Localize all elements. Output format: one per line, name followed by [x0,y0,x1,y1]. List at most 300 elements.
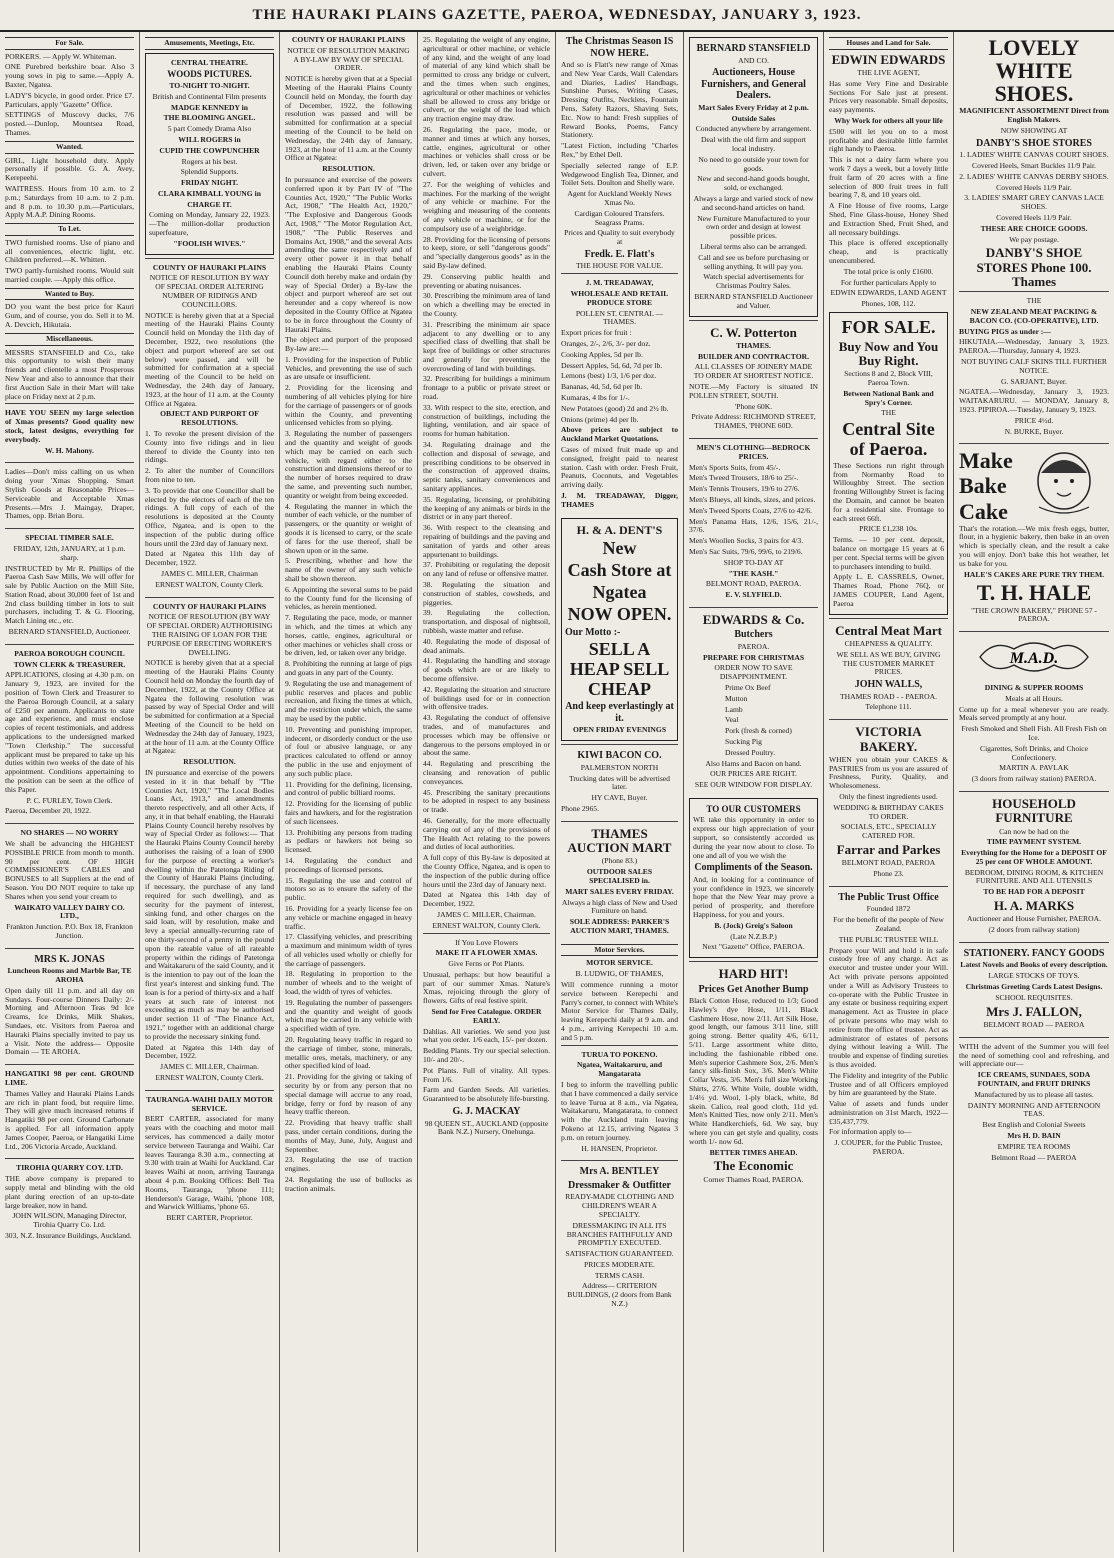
ad-heading: NEW ZEALAND MEAT PACKING & BACON CO. (CO-OPERATIVE), LTD. [969,307,1099,325]
ad-name: The Economic [713,1158,794,1174]
ad-note: Why Work for others all your life [834,115,943,125]
ad-body: APPLICATIONS, closing at 4.30 p.m. on January 9, 1923, are invited for the position of Town Clerk and Treasurer to the Paeroa Borough Council, at a salary of £250 per annum. Applicants to state age and experience, and must enclose copies of recent testimonials, and address applications to the undersigned marked "Town Clerkship." The successful applicant must be prepared to take up his duties within two weeks of the date of his appointment. Conditions appertaining to the position can be seen at the office of this Paper. [5,670,134,794]
ad-body: Specially selected range of E.P. Wedgewood English Tea, Dinner, and Toilet Sets. Doulton and Shelly ware. [561,160,678,188]
ad-body: Trucking dates will be advertised later. [569,773,670,792]
ad-body: WE take this opportunity in order to express our high appreciation of your support, so consistently accorded us during the year now about to close. To one and all of you we wish the [693,815,814,860]
bylaw-item: 38. Regulating the situation and construction of stables, cowsheds, and piggeries. [423,580,550,607]
ad-body: Black Cotton Hose, reduced to 1/3; Good Hawley's dye Hose, 1/11, Black Cashmere Hose, now 2/11. Art Silk Hose, good length, our famous 3/11 line, still going strong. Better quality 4/6, 6/11, 5/11. Large assortment white ditto, including the fashionable ribbed one. Men's superior Cashmere Sox, 2/6. Men's fancy silk-finish Sox, 3/6. Men's White Collar Vests, 3/6. Men's full size Working Shirts, 27/6. White Voile, double width, 1/4½ yd. Wool, 1-ply black, white, 8d skein. Calico, real good cloth, 11d yd. Men's Knitted Ties, now only 2/11. Men's White Handkerchiefs, 6d. We say, buy where you can get style and quality, costs worth 1/- now 6d. [689,996,818,1146]
ad-body: Has some Very Fine and Desirable Sections For Sale just at present. Prices very reasonable. Small deposits, easy payments. [829,78,948,115]
ad-subheading: BUYING PIGS as under :— [959,326,1051,336]
ad-subheading: Meals at all Hours. [1005,693,1063,703]
bylaw-item: 3. Regulating the number of passengers and the quantity and weight of goods which may be carried on each such vehicle, with regard either to the construction and dimensions thereof or to the number of horses required to draw the same, and preventing such number, quantity or weight from being exceeded. [285,429,412,500]
bylaw-item: 40. Regulating the mode of disposal of dead animals. [423,636,550,655]
ad-signature: BERNARD STANSFIELD Auctioneer and Valuer. [694,291,813,310]
ad-body: WHEN you obtain your CAKES & PASTRIES from us you are assured of Freshness, Purity, Quality, and Wholesomeness. [829,754,948,791]
ad-heading: DINING & SUPPER ROOMS [984,682,1084,692]
ad-heading: MRS K. JONAS [34,953,105,965]
ad-body: TERMS CASH. [594,1270,645,1280]
ad-body: Cardigan Coloured Transfers. Seagrass Prams. [574,208,665,227]
ad-note: BETTER TIMES AHEAD. [709,1147,798,1157]
ad-signature: Apply L. E. CASSRELS, Owner, Thames Road, Phone 76Q, or JAMES COUPER, Land Agent, Paeroa [833,572,944,608]
ad-heading: HARD HIT! [718,966,789,982]
ad-heading: TAURANGA-WAIHI DAILY MOTOR SERVICE. [146,1094,273,1113]
ad-lead: If You Love Flowers [455,937,518,947]
price-item: Lemons (best) 1/3, 1/6 per doz. [561,371,657,381]
notice-date: Dated at Ngatea this 14th day of December, 1922. [423,890,550,909]
column-shoes [954,32,1114,1552]
notice-body: In pursuance and exercise of the powers conferred upon it by Part IV of "The Counties Act, 1920," "The Public Works Act, 1908," "The Health Act, 1920," "The Explosive and Dangerous Goods Act, 1908," "The Motor Regulation Act, 1908," "The Public Reserves and Domains Act, 1908," and the several Acts amending the same respectively and of every other power it in that behalf enabling the Hauraki Plains County Council doth hereby make and ordain (by way of Special Order) a By-law the object and purport whereof are set out hereunder and a copy whereof is now deposited in the County Office at Ngatea to be in force throughout the County of Hauraki Plains. [285,174,412,334]
ad-body: MART SALES EVERY FRIDAY. [565,886,674,896]
ad-body: WE SELL AS WE BUY, GIVING THE CUSTOMER MARKET PRICES. [836,649,941,677]
ad-body: Everything for the Home for a DEPOSIT OF 25 per cent OF WHOLE AMOUNT. [961,848,1107,866]
bylaw-item: 29. Conserving public health and preventing or abating nuisances. [423,271,550,290]
ad-subheading: CHEAPNESS & QUALITY. [844,638,933,648]
product-item: Lamb [725,704,743,714]
ad-heading: Mrs A. BENTLEY [579,1166,660,1178]
ad-address: POLLEN ST. CENTRAL — THAMES. [575,308,664,327]
bylaw-item: 13. Prohibiting any persons from trading as pedlars or hawkers not being so licensed. [285,827,412,855]
price-item: Kumaras, 4 lbs for 1/-. [561,393,630,402]
notice-body: The object and purport of the proposed By-law are:— [285,335,412,354]
column-amusements [140,32,280,1552]
ad-title: Auctioneers, House Furnishers, and General Dealers. [701,67,806,102]
bylaw-item: 28. Providing for the licensing of persons to keep, store, or sell "dangerous goods" and "specially dangerous goods" as in the said By-law defined. [423,234,550,270]
ad-subheading: TOWN CLERK & TREASURER. [13,659,126,669]
product-item: Mutton [725,693,748,703]
section-motor-services: Motor Services. [561,944,678,957]
ad-tagline: THE HOUSE FOR VALUE. [575,261,664,271]
bylaw-item: 16. Providing for a yearly license fee on any vehicle or machine engaged in heavy traffic. [285,903,412,931]
classified-ad: MESSRS STANSFIELD and Co., take this opportunity to wish their many friends and clientelle a most Prosperous New Year and also to announce that their first Auction Sale in their Mart will take place on Friday next at 2 p.m. [5,347,134,401]
ad-body: Unusual, perhaps: but how beautiful a part of our summer Xmas. Nature's Xmas, rejoicing through the glory of flowers. Gifts of real festive spirit. [423,969,550,1006]
ad-signature: MARTIN A. PAVLAK [999,763,1069,773]
ad-subheading: Ngatea, Waitakaruru, and Mangatarata [576,1060,663,1079]
bylaw-item: 32. Prescribing for buildings a minimum frontage to a public or private street or road. [423,374,550,402]
ad-subheading: PALMERSTON NORTH [580,762,659,772]
ad-heading: FOR SALE. [841,316,936,337]
ad-body: LARGE STOCKS OF TOYS. [988,971,1080,981]
ad-body: WEDDING & BIRTHDAY CAKES TO ORDER. [833,802,944,821]
ad-signature: H. HANSEN, Proprietor. [581,1143,658,1153]
bylaw-item: 6. Appointing the several sums to be paid to the County fund for the licensing of vehicles, as herein mentioned. [285,584,412,612]
ad-heading: Cake [959,498,1008,524]
classified-ad: Ladies—Don't miss calling on us when doing your 'Xmas Shopping. Smart Stylish Goods at Reasonable Prices—Serviceable and Acceptable Xmas Presents.—Mrs J. Maingay, Draper, Thames, opp. Brian Boru. [5,467,134,521]
column-stansfield [684,32,824,1552]
ad-phone: Telephone 111. [865,702,912,712]
ad-body: New and second-hand goods bought, sold, or exchanged. [697,174,810,193]
ad-body: THE [881,408,896,418]
ad-address: Next "Gazette" Office, PAEROA. [702,942,805,952]
ad-body: Watch special advertisements for Christmas Poultry Sales. [703,272,804,291]
ad-phone: 'Phone 60K. [734,401,773,411]
ad-body: ORDER NOW TO SAVE DISAPPOINTMENT. [714,663,793,682]
price-item: Men's Tweed Sports Coats, 27/6 to 42/6. [689,505,813,515]
ad-heading: HANGATIKI 98 per cent. GROUND LIME. [5,1069,134,1088]
bylaw-item: 14. Regulating the conduct and proceedings of licensed persons. [285,855,412,874]
bylaw-item: 22. Providing that heavy traffic shall pass, under certain conditions, during the months of May, June, July, August and September. [285,1118,412,1154]
ad-note: TO BE HAD FOR A DEPOSIT [983,887,1085,897]
ad-body: Cases of mixed fruit made up and consigned, freight paid to nearest station. Cash with order. Fresh Fruit, Peanuts, Coconuts, and Vegetables arriving daily. [561,444,678,490]
ad-signature: J. M. TREADAWAY, Digger, THAMES [561,490,678,509]
notice-item: 2. To alter the number of Councillors from nine to ten. [145,466,274,484]
bylaw-item: 21. Providing for the giving or taking of security by or from any person that no special damage will accrue to any road, bridge, ferry or ford by reason of any heavy traffic thereon. [285,1072,412,1117]
ad-subheading: THAMES. [736,340,771,350]
notice-body: IN pursuance and exercise of the powers vested in it in that behalf by "The Counties Act, 1920," "The Local Bodies Loans Act, 1913," and amendments thereto respectively, and all other Acts, if any, it in that behalf enabling, the Hauraki Plains County Council hereby resolves by way of Special Order as follows:— That the Hauraki Plains County Council hereby authorises the raising of a loan of £900 for the purpose of erecting a worker's dwelling within the Patetonga Riding of the County of Hauraki Plains (including, if necessary, the purchase of any land required for such dwelling), and as security for the payment of interest, sinking fund, and other charges on the said loan, will by resolution, make and levy a special annually-recurring rate of one thirty-second of a penny in the pound upon the rateable value of all rateable property within the ridings of Patetonga and Waitakaruru of the said County, and it is the intention to pay out of the loan the first year's interest and sinking fund. The loan is for a period of thirty-six and a half years at such rate of interest not exceeding as much as may be authorised under section 11 of "The Finance Act, 1921," together with an additional charge to provide the necessary sinking fund. [145,767,274,1041]
price-list [689,464,818,557]
ad-heading: MEN'S CLOTHING—BEDROCK PRICES. [696,443,811,461]
ad-signature: J. COUPER, for the Public Trustee, PAEROA. [834,1138,943,1157]
bylaw-item: 25. Regulating the weight of any engine, agricultural or other machine, or vehicle of any kind, and the weight of any load of material of any kind which shall be permitted to cross any bridge or culvert, and the times when such engines, agricultural or other machines or vehicles shall be allowed to cross any bridge or culvert, or the weight of the load which any traction engine may draw. [423,35,550,124]
ad-body: Value of assets and funds under administration on 31st March, 1922—£35,437,779. [829,1099,948,1126]
price-item: Dessert Apples, 5d, 6d, 7d per lb. [561,360,663,370]
ad-body: Fresh Smoked and Shell Fish. All Fresh Fish on Ice. [961,724,1107,742]
ad-heading: TIROHIA QUARRY COY. LTD. [16,1163,123,1173]
notice-subheading: RESOLUTION. [183,757,236,767]
ad-body: NOTE.—My Factory is situated IN POLLEN STREET, SOUTH. [689,382,818,400]
section-wanted-to-buy: Wanted to Buy. [5,288,134,301]
ad-heading: The Christmas Season IS NOW HERE. [565,36,674,59]
film-title: "FOOLISH WIVES." [173,238,246,248]
ad-heading: H. & A. DENT'S [576,522,663,537]
bylaw-item: 23. Regulating the use of traction engines. [285,1155,412,1174]
notice-body: NOTICE is hereby given that at a special meeting of the Hauraki Plains County Council held on Monday the fourth day of December, 1922, at the County Office at Ngatea the following resolution was passed by way of Special Order and will be submitted for confirmation at a Special Meeting of the Council to be held on Wednesday the 24th day of January, 1923, at the hour of 11 a.m. at the County Office at Ngatea: [145,658,274,756]
ad-body: Cigarettes, Soft Drinks, and Choice Confectionery. [980,743,1088,762]
ad-heading: Buy Now and You Buy Right. [838,338,939,368]
classified-ad: LADY'S bicycle, in good order. Price £7. Particulars, apply "Gazette" Office. [5,90,134,109]
ad-body: Will commence running a motor service between Kerepechi and Parry's corner, to connect with White's Motor Service for Thames Daily, leaving Kerepechi daily at 9 a.m. and 4 p.m., arriving Kerepechi 10 a.m. and 5 p.m. [561,979,679,1042]
notice-body: A full copy of this By-law is deposited at the County Office, Ngatea, and is open to the inspection of the public during office hours until the 23rd day of January next. [423,853,550,889]
ad-heading: MOTOR SERVICE. [586,958,653,968]
ad-body: NGATEA.—Wednesday, January 3, 1923. WAITAKARURU. — MONDAY, January 8, 1923. PIPIROA.—Tuesday, January 9, 1923. [959,387,1109,414]
bylaw-item: 19. Regulating the number of passengers and the quantity and weight of goods which may be carried in any vehicle with a specified width of tyre. [285,997,412,1034]
ad-note: We pay postage. [1009,234,1059,244]
price-item: Men's Sports Suits, from 45/-. [689,462,781,472]
price-item: Men's Blueys, all kinds, sizes, and prices. [689,494,816,504]
ad-note: PREPARE FOR CHRISTMAS [702,652,805,662]
masthead: THE HAURAKI PLAINS GAZETTE, PAEROA, WEDNESDAY, JANUARY 3, 1923. [0,0,1114,32]
bylaw-item: 44. Regulating and prescribing the cleansing and renovation of public conveyances. [423,759,550,786]
ad-subheading: TIME PAYMENT SYSTEM. [986,837,1082,847]
ad-note: For the benefit of the people of New Zealand. [833,915,944,933]
ad-body: DAINTY MORNING AND AFTERNOON TEAS. [967,1100,1101,1119]
shoe-item: Covered Heels 11/9 Pair. [996,212,1072,222]
bylaw-item: 2. Providing for the licensing and numbering of all vehicles plying for hire for the carriage of passengers or of goods within the County, and preventing unlicensed vehicles from so plying. [285,383,412,428]
section-houses-land: Houses and Land for Sale. [829,37,948,50]
ad-phone: Phones, 108, 112. [861,299,916,309]
ad-body: We shall be advancing the HIGHEST POSSIBLE PRICE from month to month. 90 per cent. OF HIGH COMMISSIONER'S CABLES and BONUSES to all Suppliers at the end of Season. You DO NOT require to take up Shares when you send your cream to [5,839,134,901]
bylaw-item: 43. Regulating the conduct of offensive trades, and of manufactures and processes which may be offensive or dangerous to the persons employed in or about the same. [423,713,550,758]
ad-date: Paeroa, December 20, 1922. [5,806,92,816]
ad-body: Open daily till 11 p.m. and all day on Sundays. Four-course Dinners Daily: 2/- Morning and Afternoon Teas 9d Ice Creams, Ice Drinks, Milk Shakes, Sundaes, etc. Visitors from Paeroa and Hauraki Plains specially invited to pay us a Visit. Note the address— Opposite Domain — TE AROHA. [5,985,134,1057]
ad-note: Mart Sales Every Friday at 2 p.m. [698,102,809,112]
ad-body: Prices and Quality to suit everybody at [564,228,675,247]
ad-body: SATISFACTION GUARANTEED. [565,1249,674,1259]
ad-heading: NO SHARES — NO WORRY [20,828,119,838]
ad-subheading: Export prices for fruit : [561,328,632,338]
ad-item: Pot Plants. Full of vitality. All types. From 1/6. [423,1065,550,1084]
product-list [689,684,818,758]
ad-subheading: Prices Get Another Bump [698,983,809,995]
notice-subheading: RESOLUTION. [322,164,375,174]
film-note: Coming on Monday, January 22, 1923.—The million-dollar production superfeature, [149,210,270,238]
ad-body: Liberal terms also can be arranged. [700,241,807,251]
ad-signature: EDWIN EDWARDS, LAND AGENT [830,288,947,298]
ad-name: "THE KASH." [728,568,779,578]
ad-note: THE [1026,296,1042,306]
ad-heading: Central Site of Paeroa. [842,419,935,460]
bylaw-items [423,36,550,852]
section-to-let: To Let. [5,223,134,236]
notice-signature: JAMES C. MILLER, Chairman. [160,1062,259,1072]
ad-subheading: AND CO. [738,55,769,65]
price-item: Men's Panama Hats, 12/6, 15/6, 21/-, 37/6. [689,516,818,535]
mad-logo-illustration [974,635,1094,679]
bylaw-item: 11. Providing for the defining, licensing, and control of public billiard rooms. [285,779,412,798]
ad-note: Send for Free Catalogue. ORDER EARLY. [431,1007,542,1025]
column-bylaw-continued [418,32,556,1552]
ad-signature: P. C. FURLEY, Town Clerk. [26,795,113,805]
ad-subheading: THE LIVE AGENT, [857,67,920,77]
ad-address: (3 doors from railway station) PAEROA. [971,774,1097,784]
ad-body: Only the finest ingredients used. [839,791,938,801]
ad-price: The total price is only £1600. [843,266,934,276]
ad-motto: Our Motto :- [565,626,621,638]
bylaw-item: 17. Classifying vehicles, and prescribing a maximum and minimum width of tyres of all vehicles used wholly or chiefly for the carriage of passengers. [285,932,412,968]
ad-address: (2 doors from railway station) [988,925,1080,935]
ad-subheading: Butchers [734,629,773,641]
ad-body: I beg to inform the travelling public that I have commenced a daily service to leave Turua at 8 a.m., via Ngatea, Waitakaruru, Mangatarata, to connect with the Auckland train leaving Pokeno at 12.15, arriving Ngatea 3 p.m. on return journey. [561,1079,678,1142]
bylaw-item: 4. Regulating the manner in which the number of each vehicle, or the number of passengers, or the quantity or weight of goods it is licensed to carry, or the scale of fares for the use thereof, shall be shown upon or in the same. [285,501,412,555]
ad-heading: STATIONERY. FANCY GOODS [963,947,1105,959]
shoe-item: 2. LADIES' WHITE CANVAS DERBY SHOES. [959,171,1109,181]
ad-heading: MAKE IT A FLOWER XMAS. [435,948,538,958]
notice-signature: ERNEST WALTON, County Clerk. [155,579,264,589]
ad-body: Thames Valley and Hauraki Plains Lands are rich in plant food, but require lime. They will give much increased returns if Hangatiki 98 per cent. Ground Carbonate is applied. For all information apply James Cooper, Paeroa, or Hangatiki Lime Ltd., 206 Victoria Arcade, Auckland. [5,1088,134,1151]
bylaw-item: 37. Prohibiting or regulating the deposit on any land of refuse or offensive matter. [423,560,550,579]
shoe-list [959,151,1109,223]
bylaw-item: 34. Regulating drainage and the collection and disposal of sewage, and prescribing conditions to be observed in the construction of approved drains, septic tanks, sanitary conveniences and sanitary appliances. [423,440,550,494]
price-item: Bananas, 4d, 5d, 6d per lb. [561,382,643,392]
film-star: CLARA KIMBALL YOUNG in [158,188,261,198]
ad-subheading: Give Ferns or Pot Plants. [448,959,525,969]
ad-heading: HOUSEHOLD FURNITURE [992,795,1076,826]
ad-body: ALL CLASSES OF JOINERY MADE TO ORDER AT SHORTEST NOTICE. [693,362,814,381]
classified-ad: TWO furnished rooms. Use of piano and all conveniences, electric light, etc. Children preferred.—K. Whitten. [5,237,134,265]
ad-name: G. J. MACKAY [452,1106,521,1118]
bylaw-item: 27. For the weighing of vehicles and machines. For the marking of the weight of any vehicle or machine. For the weighing and measuring of the contents of any vehicle or machine, or for the compulsory use of a weighbridge. [423,179,550,233]
section-for-sale: For Sale. [5,37,134,50]
price-item: Men's Woollen Socks, 3 pairs for 4/3. [689,536,804,546]
bylaw-item: 9. Regulating the use and management of public reserves and places and public recreation, and fixing the times at which, and the restriction under which, the same may be used by the public. [285,678,412,723]
classified-ad: WAITRESS. Hours from 10 a.m. to 2 p.m.; Saturdays from 10 a.m. to 2 p.m. and 8 p.m. to 10.30 p.m.—Particulars, Apply M.A.P. Dining Rooms. [5,183,134,220]
ad-heading: Make [959,448,1013,474]
ad-body: Terms. — 10 per cent. deposit, balance on mortgage 15 years at 6 per cent. Special terms will be given to purchasers intending to build. [833,535,944,571]
ad-body: Always a large and varied stock of new and second-hand articles on hand. [693,193,814,212]
ad-body: SCHOOL REQUISITES. [995,992,1073,1002]
ad-note: OPEN FRIDAY EVENINGS [572,725,667,735]
ad-address: BELMONT ROAD, PAEROA. [705,579,802,589]
film-title: CHARGE IT. [187,199,232,209]
ad-body: Come up for a meal whenever you are ready. Meals served promptly at any hour. [959,704,1109,723]
ad-phone: Phone 23. [873,869,904,879]
ad-address: SOLE ADDRESS: PARKER'S AUCTION MART, THAMES. [569,917,670,935]
ad-body: Always a high class of New and Used Furniture on hand. [561,897,678,916]
tonight: TO-NIGHT TO-NIGHT. [169,80,250,90]
ad-body: OUTDOOR SALES SPECIALISED in. [586,867,653,885]
ad-body: And so is Flatt's new range of Xmas and New Year Cards, Wall Calendars and Diaries, Ladies' Handbags, Sunshine Purses, Writing Cases, Dressing Outfits, Necklets, Fountain Pens, Safety Razors, Shaving Sets, Etc. Now to hand: Fresh supplies of Reward Books, Poems, Fancy Stationery. [561,60,678,140]
ad-address: Corner Thames Road, PAEROA. [703,1174,804,1184]
presents: British and Continental Film presents [152,91,267,101]
shoe-item: Covered Heels, Smart Buckles 11/9 Pair. [972,160,1096,170]
ad-body: Latest Novels and Books of every description. [960,960,1108,970]
ad-body: SHOP TO-DAY AT [723,557,784,567]
classified-ad: SETTINGS of Muscovy ducks, 7/6 posted.—Dunlop, Mountsea Road, Thames. [5,110,134,138]
ad-signature: Mrs H. D. BAIN [1007,1130,1061,1140]
ad-body: Christmas Greeting Cards Latest Designs. [965,982,1103,992]
bylaw-item: 5. Prescribing, whether and how the name of the owner of any such vehicle shall be shown thereon. [285,556,412,584]
ad-signature: HY CAVE, Buyer. [591,793,648,803]
notice-item: 3. To provide that one Councillor shall be elected by the electors of each of the ten ridings. A full copy of each of the resolutions is deposited at the County Office, Ngatea, and is open to the inspection of the public during office hours until the 23rd day of January next. [145,485,274,548]
notice-item: 1. To revoke the present division of the County into five ridings and in lieu thereof to divide the County into ten ridings. [145,429,274,465]
ad-price: PRICE 4½d. [1014,415,1054,425]
ad-address: BELMONT ROAD — PAEROA [983,1019,1085,1029]
ad-body: Agent for Auckland Weekly News Xmas No. [567,189,672,207]
ad-address: Private Address: RICHMOND STREET, THAMES, 'PHONE 60D. [691,412,816,431]
ad-address: 98 QUEEN ST., AUCKLAND (opposite Bank N.Z.) Nursery, Onehunga. [424,1118,549,1137]
classified-ad: DO you want the best price for Kauri Gum, and of course, you do. Sell it to M. A. Devcich, Hikutaia. [5,302,134,330]
ad-heading: SELL A HEAP SELL CHEAP [569,639,670,699]
ad-note: Outside Sales [731,113,776,123]
bylaw-item: 26. Regulating the pace, mode, or manner and times at which any horses, cattle, engines, agricultural or other machines or vehicles shall cross or be driven, led, or taken over any bridge or culvert. [423,124,550,178]
stansfield-ad [689,37,818,317]
ad-body: PRICES MODERATE. [584,1259,655,1269]
price-item: Men's Sac Suits, 79/6, 99/6, to 219/6. [689,546,803,556]
column-land [824,32,954,1552]
ad-heading: J. M. TREADAWAY, [585,278,654,288]
ad-address: THAMES ROAD - - PAEROA. [840,691,937,701]
notice-date: Dated at Ngatea this 14th day of December, 1922. [145,1042,274,1061]
ad-body: This place is offered exceptionally cheap, and is practically unencumbered. [829,238,948,265]
notice-subheading: NOTICE OF RESOLUTION MAKING A BY-LAW BY WAY OF SPECIAL ORDER. [287,45,410,73]
bylaw-item: 12. Providing for the licensing of public fairs and hawkers, and for the registration of such licensees. [285,799,412,826]
ad-subheading: THE PUBLIC TRUSTEE WILL [838,934,939,944]
ad-signature: DANBY'S SHOE STORES Phone 100. Thames [976,245,1092,289]
ad-name: WAIKATO VALLEY DAIRY CO. LTD., [14,902,125,921]
ad-heading: Compliments of the Season. [694,862,813,874]
bylaw-item: 18. Regulating in proportion to the number of wheels and to the weight of load, the width of tyres of vehicles. [285,969,412,997]
notice-body: NOTICE is hereby given that at a Special meeting of the Hauraki Plains County Council held on Monday the 11th day of December, 1922, two resolutions (the object and purport whereof are set out below) were passed, and will be submitted for confirmation at a special meeting of the Council to be held on Wednesday, the 24th day of January, 1923, at the hour of 11 a.m. at the County Office at Ngatea. [145,310,274,408]
ad-price: PRICE £1,238 10s. [859,524,918,534]
notice-signature: ERNEST WALTON, County Clerk. [155,1073,264,1082]
ad-body: NOW SHOWING AT [1000,125,1068,135]
ad-heading: TURUA TO POKENO. [581,1049,658,1059]
price-item: Oranges, 2/-, 2/6, 3/- per doz. [561,339,651,349]
ad-body: SEE OUR WINDOW FOR DISPLAY. [694,780,813,790]
bylaw-item: 10. Preventing and punishing improper, indecent, or disorderly conduct or the use of foul or abusive language, or any practices calculated to offend or annoy the public in the use and enjoyment of any such public place. [285,724,412,778]
bylaw-item: 7. Regulating the pace, mode, or manner in which, and the times at which any horses, cattle, engines, agricultural or other machines or vehicles shall cross or be driven, led, or taken over any bridge. [285,613,412,658]
film-title: CUPID THE COWPUNCHER [159,145,260,155]
ad-body: Call and see us before purchasing or selling anything. It will pay you. [698,252,809,271]
ad-body: For further particulars Apply to [840,277,937,287]
ad-signature: W. H. Mahony. [45,445,94,455]
ad-note: NOT BUYING CALF SKINS TILL FURTHER NOTICE. [960,357,1107,375]
product-item: Sucking Pig [725,736,762,746]
film-note: Splendid Supports. [180,167,239,177]
ad-item: Bedding Plants. Try our special selection. 10/- and 20/-. [423,1046,550,1065]
ad-body: No need to go outside your town for goods. [698,154,809,173]
ad-body: Best English and Colonial Sweets [982,1120,1086,1130]
ad-subheading: Between National Bank and Spry's Corner. [843,388,934,407]
ad-heading: BERNARD STANSFIELD [696,43,811,54]
bylaw-item: 45. Prescribing the sanitary precautions to be adopted in respect to any business or trade. [423,787,550,815]
product-item: Prime Ox Beef [725,682,771,692]
bylaw-item: 39. Regulating the collection, transportation, and disposal of nightsoil, rubbish, waste matter and refuse. [423,608,550,635]
ad-subheading: WHOLESALE AND RETAIL PRODUCE STORE [570,289,669,307]
ad-heading: New [602,538,637,559]
bylaw-item: 46. Generally, for the more effectually carrying out of any of the provisions of The Health Act relating to the powers and duties of local authorities. [423,815,550,852]
notice-subheading: NOTICE OF RESOLUTION (BY WAY OF SPECIAL ORDER) AUTHORISING THE RAISING OF LOAN FOR THE PURPOSE OF ERECTING WORKER'S DWELLING. [146,612,273,657]
ad-body: This is not a dairy farm where you work 7 days a week, but a lovely little fruit farm of 20 acres with a fine selection of 800 fruit trees in full bearing 7, 8, and 10 years old. [829,155,948,200]
price-item: New Potatoes (good) 2d and 2½ lb. [561,403,669,413]
ad-item: Dahlias. All varieties. We send you just what you order. 1/6 each, 15/- per dozen. [423,1026,550,1045]
ad-heading: Ngatea [592,581,647,602]
classified-ad: ONE Purebred berkshire boar. Also 3 young sows in pig to same.—Apply A. Baxter, Ngatea. [5,62,134,90]
for-sale-ad [829,312,948,615]
film-note: 5 part Comedy Drama Also [167,124,252,134]
ad-note: Founded 1872 [866,904,911,914]
ad-address: "THE CROWN BAKERY," PHONE 57 - PAEROA. [971,605,1097,624]
notice-subheading: NOTICE OF RESOLUTION BY WAY OF SPECIAL ORDER ALTERING NUMBER OF RIDINGS AND COUNCILLORS. [149,273,270,309]
notice-body: NOTICE is hereby given that at a Special Meeting of the Hauraki Plains County Council held on Monday, the fourth day of December, 1922, the following resolution was passed and will be submitted for confirmation at a special meeting of the Council to be held on Wednesday, the 24th day of January, 1923, at the hour of 11 a.m. at the County Office at Ngatea: [285,74,412,163]
ad-signature: BERNARD STANSFIELD, Auctioneer. [8,627,131,637]
film-star: MADGE KENNEDY in [171,102,248,112]
classified-ad: PORKERS. — Apply W. Whiteman. [5,51,117,61]
ad-subheading: Luncheon Rooms and Marble Bar, TE AROHA [7,966,132,985]
ad-name: Farrar and Parkes [836,841,941,857]
ad-body: £500 will let you on to a most profitable and desirable little farmlet right handy to Paeroa. [829,126,948,154]
bylaw-item: 20. Regulating heavy traffic in regard to the carriage of timber, stone, minerals, metallic ores, metals, machinery, or any other specified kind of load. [285,1035,412,1071]
ad-body: Can now be had on the [999,826,1069,836]
ad-body: Deal with the old firm and support local industry. [700,135,807,153]
ad-subheading: B. LUDWIG, OF THAMES, [575,969,664,979]
ad-body: That's the rotation.—We mix fresh eggs, butter, flour, in a hygienic bakery, then bake in an oven which is specially clean, and the result a cake you will enjoy. Don't bake this hot weather, let us bake for you. [959,523,1109,568]
price-item: Cooking Apples, 5d per lb. [561,349,643,359]
ad-body: INSTRUCTED by Mr R. Phillips of the Paeroa Cash Saw Mills, We will offer for sale by Public Auction on the Mill Site, Station Road, about 30,000 feet of 1st and 2nd class building timber in lots to suit purchasers, including T. & G. Flooring, Match Lining etc., etc. [5,563,134,626]
section-miscellaneous: Miscellaneous. [5,333,134,346]
ad-heading: Bake [959,473,1007,499]
ad-subheading: Dressmaker & Outfitter [568,1179,671,1191]
ad-heading: NOW OPEN. [567,603,672,624]
notice-heading: COUNTY OF HAURAKI PLAINS [152,601,267,611]
ad-heading: Cash Store at [567,560,672,581]
ad-body: OUR PRICES ARE RIGHT. [710,769,797,779]
ad-body: Prepare your Will and hold it in safe custody free of any charge. Act as executor and trustee under your Will. Act with private persons appointed under a Will as Advisory Trustees to co-operate with the Public Trustee in any estate or business requiring expert management. Act as Trustee in place of private persons who may wish to retire from the office of trustee. Act as administrator of estates of persons dying without leaving a Will. The trouble and expense of finding sureties is thus avoided. [829,945,948,1069]
theatre-ad [145,53,274,255]
ad-heading: THAMES AUCTION MART [567,825,672,856]
ad-signature: BERT CARTER, Proprietor. [166,1213,253,1223]
greig-ad [689,798,818,958]
price-item: Men's Tennis Trousers, 19/6 to 27/6. [689,484,800,494]
dent-ad [561,518,678,742]
ad-name: T. H. HALE [976,580,1092,606]
ad-body: THE above company is prepared to supply metal and blinding with the old plant during erection of an up-to-date large breaker, now in hand. [5,1174,134,1210]
ad-body: For information apply to— [829,1127,912,1137]
ad-signature: JOHN WILSON, Managing Director, Tirohia Quarry Co. Ltd. [12,1211,127,1230]
ad-address: PAEROA. [737,641,770,651]
ad-heading: VICTORIA BAKERY. [855,724,922,754]
ad-body: A Fine House of five rooms, Large Shed, Fine Glass-house, Honey Shed and Extraction Shed, Fruit Shed, and all necessary buildings. [829,201,948,237]
ad-address: Belmont Road — PAEROA [991,1152,1077,1162]
